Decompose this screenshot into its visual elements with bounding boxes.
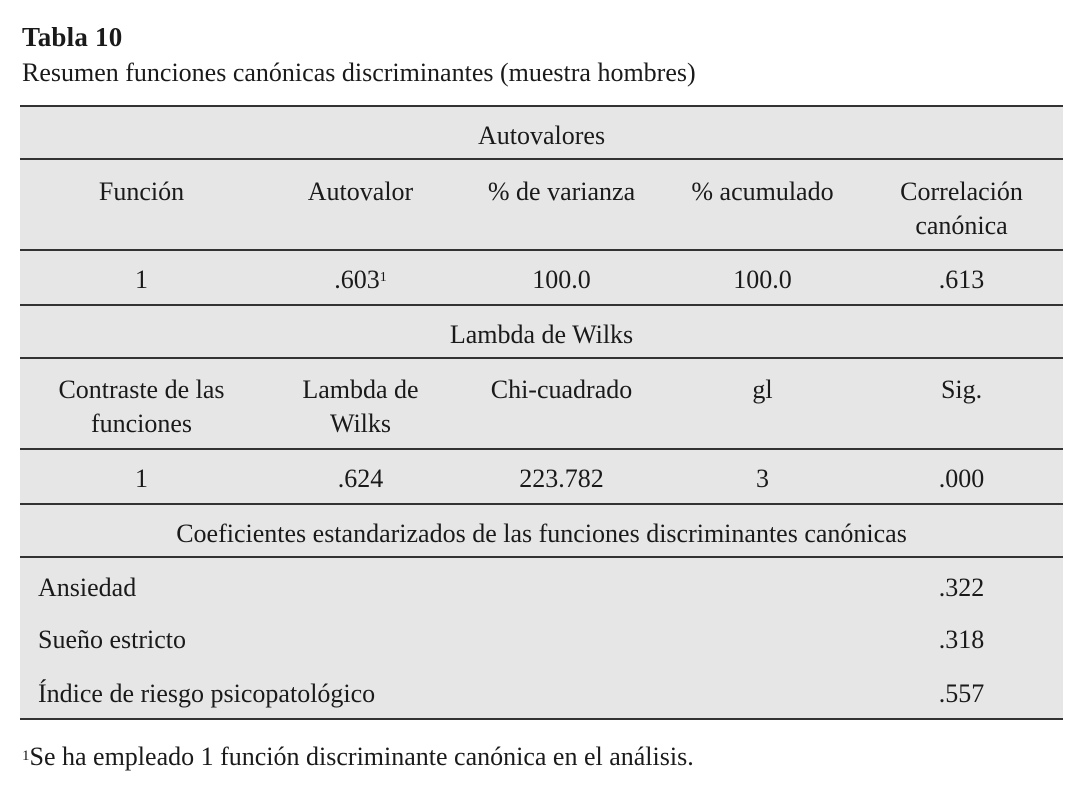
table-footnote	[22, 740, 694, 774]
results-table	[20, 105, 1063, 720]
autovalor-value: .603	[334, 265, 380, 294]
cell-gl: 3	[665, 449, 860, 504]
footnote-marker: 1	[22, 748, 30, 764]
header-gl: gl	[665, 358, 860, 449]
section-row-wilks	[20, 305, 1063, 358]
table-row-coef	[20, 557, 1063, 611]
section-row-autovalores	[20, 106, 1063, 159]
section-row-coeficientes	[20, 504, 1063, 557]
section-title-autovalores: Autovalores	[20, 106, 1063, 159]
header-contraste: Contraste de las funciones	[20, 358, 263, 449]
cell-acumulado: 100.0	[665, 250, 860, 305]
header-autovalor: Autovalor	[263, 159, 458, 250]
header-row-wilks	[20, 358, 1063, 449]
coef-label: Ansiedad	[20, 557, 860, 611]
table-row-autovalores	[20, 250, 1063, 305]
cell-funcion: 1	[20, 250, 263, 305]
cell-sig: .000	[860, 449, 1063, 504]
header-varianza: % de varianza	[458, 159, 665, 250]
section-title-wilks: Lambda de Wilks	[20, 305, 1063, 358]
cell-varianza: 100.0	[458, 250, 665, 305]
cell-lambda: .624	[263, 449, 458, 504]
table-subtitle: Resumen funciones canónicas discriminantes (muestra hombres)	[22, 58, 696, 87]
header-chi: Chi-cuadrado	[458, 358, 665, 449]
header-sig: Sig.	[860, 358, 1063, 449]
footnote-marker: 1	[379, 270, 387, 285]
table-row-wilks	[20, 449, 1063, 504]
header-lambda: Lambda de Wilks	[263, 358, 458, 449]
table-row-coef	[20, 611, 1063, 665]
header-correlacion: Correlación canónica	[860, 159, 1063, 250]
table-row-coef	[20, 665, 1063, 719]
footnote-text: Se ha empleado 1 función discriminante canónica en el análisis.	[29, 742, 694, 771]
section-title-coeficientes: Coeficientes estandarizados de las funciones discriminantes canónicas	[20, 504, 1063, 557]
coef-value: .557	[860, 665, 1063, 719]
cell-contraste: 1	[20, 449, 263, 504]
coef-label: Sueño estricto	[38, 625, 187, 654]
table-title: Tabla 10	[22, 22, 123, 52]
cell-chi: 223.782	[458, 449, 665, 504]
coef-label: Índice de riesgo psicopatológico	[20, 665, 860, 719]
cell-autovalor	[263, 250, 458, 305]
cell-correlacion: .613	[860, 250, 1063, 305]
header-row-autovalores	[20, 159, 1063, 250]
coef-value: .322	[860, 557, 1063, 611]
header-funcion: Función	[20, 159, 263, 250]
header-acumulado: % acumulado	[665, 159, 860, 250]
coef-value: .318	[938, 625, 985, 654]
